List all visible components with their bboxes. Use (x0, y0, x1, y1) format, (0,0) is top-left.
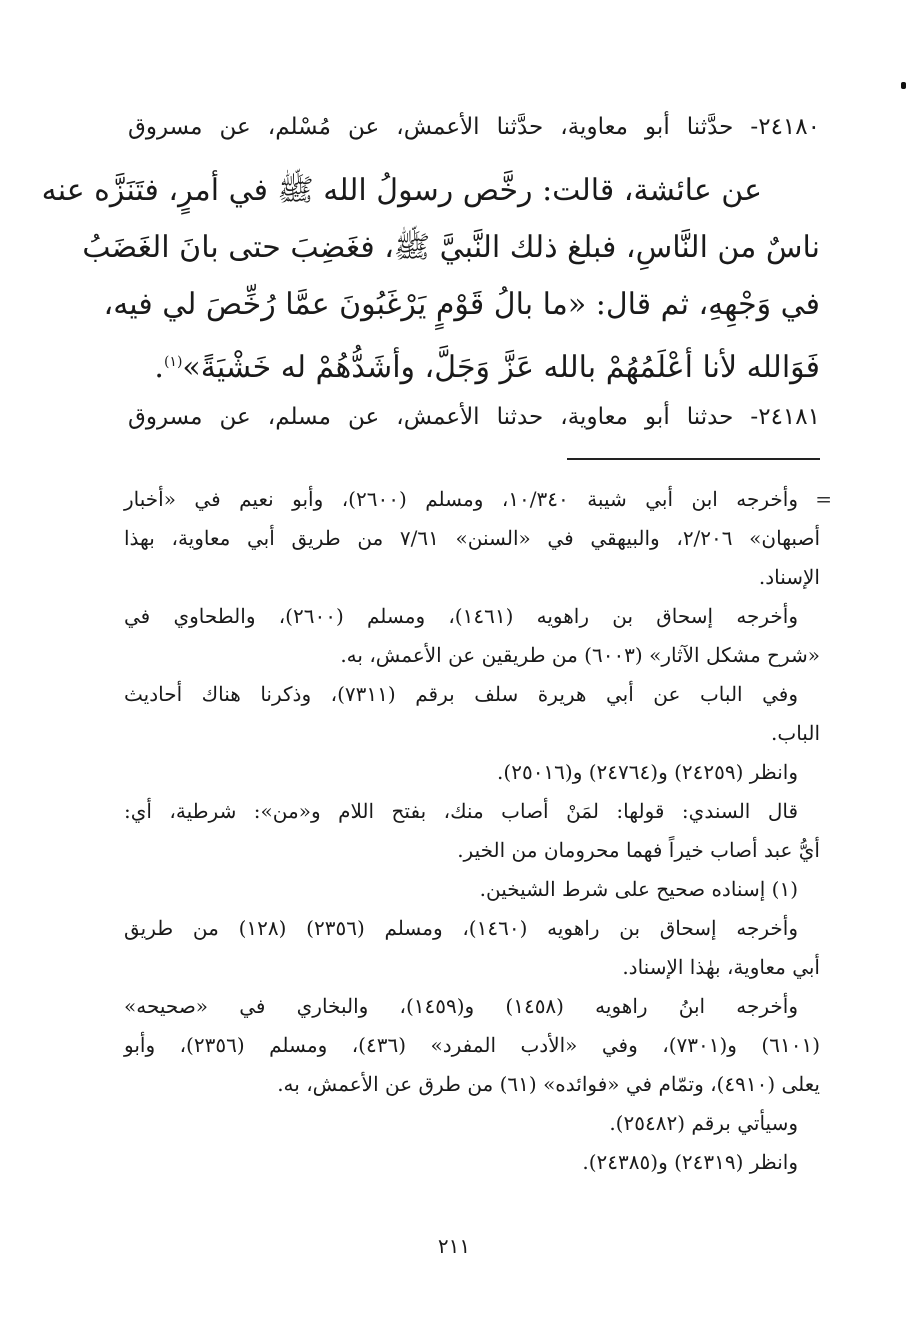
note-line: وسيأتي برقم (٢٥٤٨٢). (609, 1111, 798, 1135)
note-line: (٦١٠١) و(٧٣٠١)، وفي «الأدب المفرد» (٤٣٦)، ومسلم (٢٣٥٦)، وأبو (124, 1033, 821, 1057)
note-line: وأخرجه ابنُ راهويه (١٤٥٨) و(١٤٥٩)، والبخاري في «صحيحه» (124, 994, 798, 1018)
note-line: أبي معاوية، بهٰذا الإسناد. (622, 955, 820, 979)
note-line: أيُّ عبد أصاب خيراً فهما محرومان من الخير. (457, 838, 820, 862)
note-line: قال السندي: قولها: لمَنْ أصاب منك، بفتح اللام و«من»: شرطية، أي: (124, 799, 798, 823)
footnote-separator (567, 458, 820, 460)
note-line: وانظر (٢٤٢٥٩) و(٢٤٧٦٤) و(٢٥٠١٦). (497, 760, 798, 784)
note-line: يعلى (٤٩١٠)، وتمّام في «فوائده» (٦١) من طرق عن الأعمش، به. (277, 1072, 820, 1096)
footnotes (124, 482, 820, 1184)
continuation-mark: = (815, 487, 832, 511)
note-line: وأخرجه إسحاق بن راهويه (١٤٦١)، ومسلم (٢٦٠٠)، والطحاوي في (124, 604, 799, 628)
footnote-ref: (١) (163, 354, 183, 370)
note-line: أصبهان» ٢/٢٠٦، والبيهقي في «السنن» ٧/٦١ من طريق أبي معاوية، بهذا (124, 526, 820, 550)
hadith-24180-text (41, 166, 820, 394)
footnote-1: (١) إسناده صحيح على شرط الشيخين. (479, 877, 798, 901)
note-line: الإسناد. (758, 565, 820, 589)
note-line: وفي الباب عن أبي هريرة سلف برقم (٧٣١١)، وذكرنا هناك أحاديث (124, 682, 799, 706)
hadith-24181-heading: ٢٤١٨١- حدثنا أبو معاوية، حدثنا الأعمش، عن مسلم، عن مسروق (128, 404, 820, 430)
page-number: ٢١١ (437, 1234, 471, 1258)
hadith-line: في وَجْهِهِ، ثم قال: «ما بالُ قَوْمٍ يَرْغَبُونَ عمَّا رُخِّصَ لي فيه، (103, 287, 820, 322)
note-line: وانظر (٢٤٣١٩) و(٢٤٣٨٥). (582, 1150, 798, 1174)
note-line: وأخرجه إسحاق بن راهويه (١٤٦٠)، ومسلم (٢٣٥٦) (١٢٨) من طريق (124, 916, 799, 940)
edge-mark (901, 82, 906, 89)
note-line: الباب. (771, 721, 820, 745)
hadith-line: ناسٌ من النَّاسِ، فبلغ ذلك النَّبيَّ ﷺ، فغَضِبَ حتى بانَ الغَضَبُ (82, 230, 820, 265)
note-line: «شرح مشكل الآثار» (٦٠٠٣) من طريقين عن الأعمش، به. (340, 643, 820, 667)
hadith-24180-heading: ٢٤١٨٠- حدَّثنا أبو معاوية، حدَّثنا الأعمش، عن مُسْلم، عن مسروق (128, 114, 820, 140)
hadith-line: عن عائشة، قالت: رخَّص رسولُ الله ﷺ في أمرٍ، فتَنَزَّه عنه (41, 173, 762, 208)
note-line: وأخرجه ابن أبي شيبة ١٠/٣٤٠، ومسلم (٢٦٠٠)، وأبو نعيم في «أخبار (124, 487, 798, 511)
hadith-line-last: فَوَالله لأنا أعْلَمُهُمْ بالله عَزَّ وَجَلَّ، وأشَدُّهُمْ له خَشْيَةً»$^{(١)}$. (154, 350, 820, 385)
hadith-line: فَوَالله لأنا أعْلَمُهُمْ بالله عَزَّ وَجَلَّ، وأشَدُّهُمْ له خَشْيَةً» (182, 350, 820, 385)
